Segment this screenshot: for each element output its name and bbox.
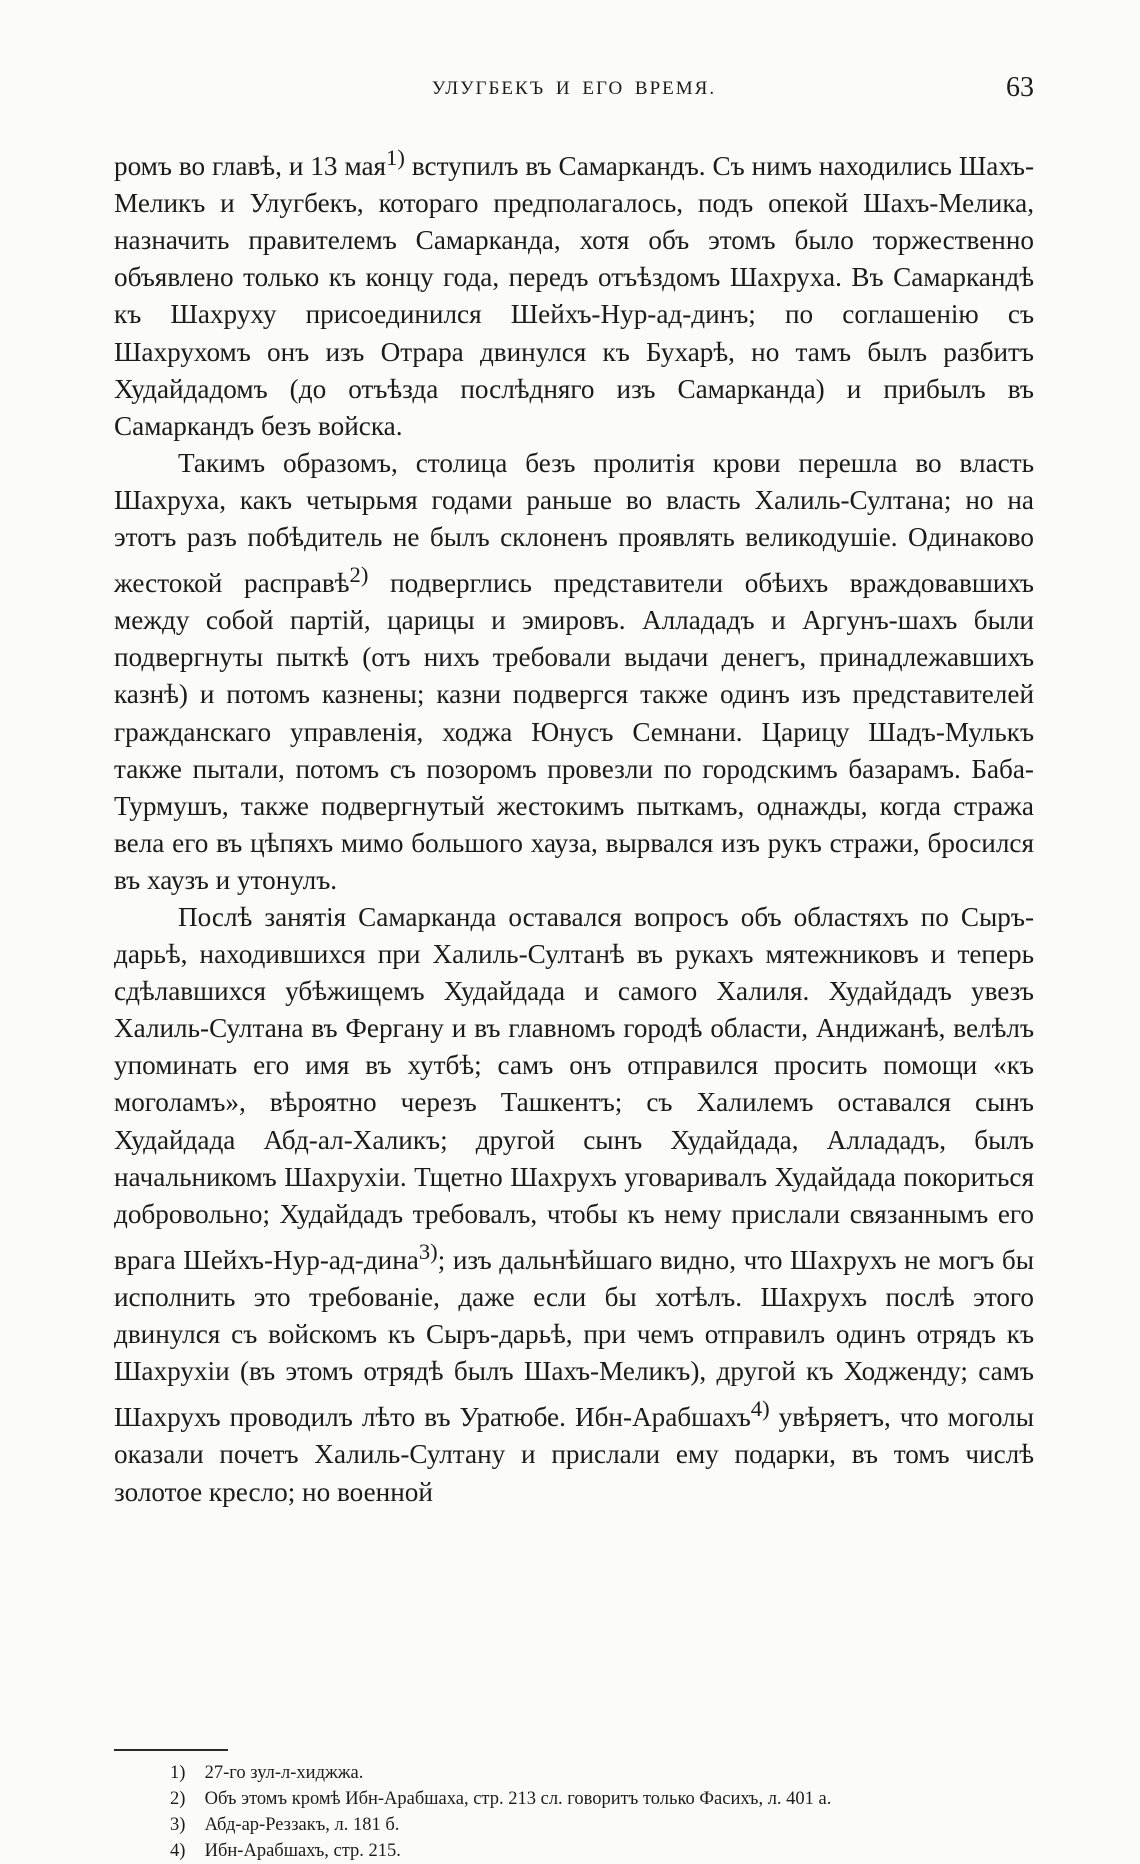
footnote-ref-3: 3) [418,1238,438,1264]
footnote-divider [114,1749,228,1751]
paragraph-2-text-b: подверглись представители обѣихъ враждовавшихъ между собой партій, царицы и эмировъ. Аллададъ и Аргунъ-шахъ были подвергнуты пыткѣ (отъ нихъ требовали выдачи денегъ, принадлежавшихъ казнѣ) и потомъ казнены; казни подвергся также одинъ изъ представителей гражданскаго управленія, ходжа Юнусъ Семнани. Царицу Шадъ-Мулькъ также пытали, потомъ съ позоромъ провезли по городскимъ базарамъ. Баба-Турмушъ, также подвергнутый жестокимъ пыткамъ, однажды, когда стража вела его въ цѣпяхъ мимо большого хауза, вырвался изъ рукъ стражи, бросился въ хаузъ и утонулъ. [114,568,1034,895]
paragraph-3-text-b: ; изъ дальнѣйшаго видно, что Шахрухъ не могъ бы исполнить это требованіе, даже если бы хотѣлъ. Шахрухъ послѣ этого двинулся съ войскомъ къ Сыръ-дарьѣ, при чемъ отправилъ одинъ отрядъ къ Шахрухіи (въ этомъ отрядѣ былъ Шахъ-Меликъ), другой къ Ходженду; самъ Шахрухъ проводилъ лѣто въ Уратюбе. Ибн-Арабшахъ [114,1244,1034,1433]
page-number: 63 [1006,72,1034,103]
paragraph-3 [114,899,1034,1511]
paragraph-1-text-b: вступилъ въ Самаркандъ. Съ нимъ находились Шахъ-Меликъ и Улугбекъ, котораго предполагалось, подъ опекой Шахъ-Мелика, назначить правителемъ Самарканда, хотя объ этомъ было торжественно объявлено только къ концу года, передъ отъѣздомъ Шахруха. Въ Самаркандѣ къ Шахруху присоединился Шейхъ-Нур-ад-динъ; по соглашенію съ Шахрухомъ онъ изъ Отрара двинулся къ Бухарѣ, но тамъ былъ разбитъ Худайдадомъ (до отъѣзда послѣдняго изъ Самарканда) и прибылъ въ Самаркандъ безъ войска. [114,151,1034,441]
running-title: УЛУГБЕКЪ И ЕГО ВРЕМЯ. [431,78,717,99]
footnote-1 [170,1760,1040,1786]
footnote-ref-1: 1) [386,145,405,170]
footnotes [170,1760,1040,1864]
footnote-2 [170,1786,1040,1812]
footnote-mark: 3) [170,1815,186,1835]
paragraph-2-text-a: Такимъ образомъ, столица безъ пролитія крови перешла во власть Шахруха, какъ четырьмя годами раньше во власть Халиль-Султана; но на этотъ разъ побѣдитель не былъ склоненъ проявлять великодушіе. Одинаково жестокой расправѣ [114,447,1034,599]
footnote-mark: 4) [170,1841,186,1861]
footnote-mark: 1) [170,1763,186,1783]
paragraph-3-text-c: увѣряетъ, что моголы оказали почетъ Халиль-Султану и прислали ему подарки, въ томъ числѣ золотое кресло; но военной [114,1402,1034,1507]
footnote-mark: 2) [170,1789,186,1809]
footnote-text: Абд-ар-Реззакъ, л. 181 б. [204,1815,400,1835]
paragraph-1 [114,139,1034,445]
footnote-text: Ибн-Арабшахъ, стр. 215. [204,1841,401,1861]
paragraph-3-text-a: Послѣ занятія Самарканда оставался вопросъ объ областяхъ по Сыръ-дарьѣ, находившихся при Халиль-Султанѣ въ рукахъ мятежниковъ и теперь сдѣлавшихся убѣжищемъ Худайдада и самого Халиля. Худайдадъ увезъ Халиль-Султана въ Фергану и въ главномъ городѣ области, Андижанѣ, велѣлъ упоминать его имя въ хутбѣ; самъ онъ отправился просить помощи «къ моголамъ», вѣроятно черезъ Ташкентъ; съ Халилемъ оставался сынъ Худайдада Абд-ал-Халикъ; другой сынъ Худайдада, Аллададъ, былъ начальникомъ Шахрухіи. Тщетно Шахрухъ уговаривалъ Худайдада покориться добровольно; Худайдадъ требовалъ, чтобы къ нему прислали связаннымъ его врага Шейхъ-Нур-ад-дина [114,902,1034,1275]
footnote-text: 27-го зул-л-хиджжа. [204,1763,364,1783]
footnote-text: Объ этомъ кромѣ Ибн-Арабшаха, стр. 213 сл. говоритъ только Фасихъ, л. 401 а. [204,1789,832,1809]
running-header [114,72,1034,110]
footnote-3 [170,1812,1040,1838]
footnote-4 [170,1838,1040,1864]
main-text [114,139,1034,1511]
paragraph-1-text-a: ромъ во главѣ, и 13 мая [114,151,387,182]
paragraph-2 [114,445,1034,899]
footnote-ref-2: 2) [349,562,369,588]
footnote-ref-4: 4) [750,1396,770,1422]
